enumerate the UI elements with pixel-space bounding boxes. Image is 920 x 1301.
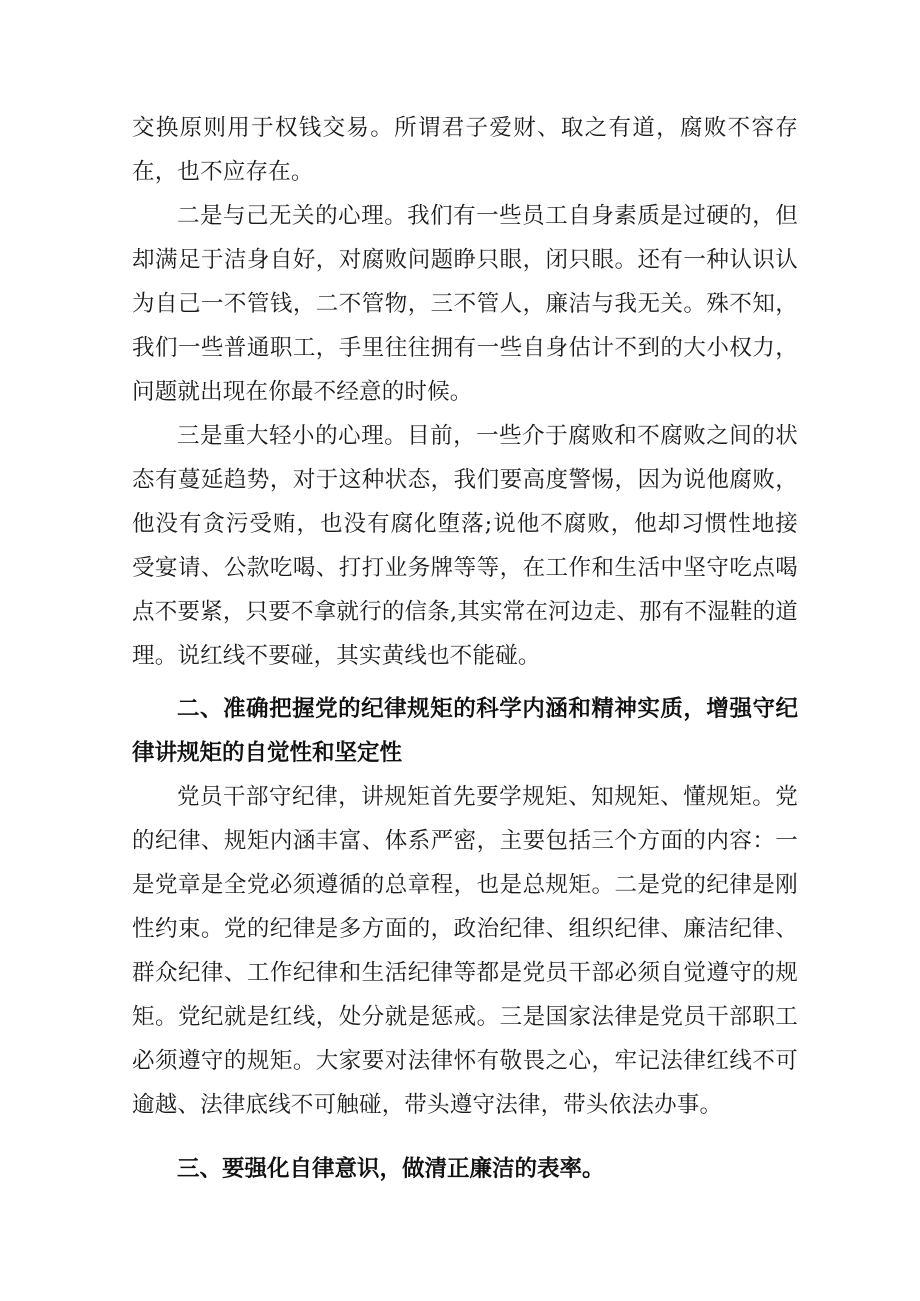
paragraph-unrelated-mentality: 二是与己无关的心理。我们有一些员工自身素质是过硬的，但却满足于洁身自好，对腐败问题睁只眼，闭只眼。还有一种认识认为自己一不管钱，二不管物，三不管人，廉洁与我无关。殊不知，我们一些普通职工，手里往往拥有一些自身估计不到的大小权力，问题就出现在你最不经意的时候。 (132, 203, 798, 405)
section-heading-2: 二、准确把握党的纪律规矩的科学内涵和精神实质，增强守纪律讲规矩的自觉性和坚定性 (132, 696, 798, 766)
paragraph-discipline-rules: 党员干部守纪律，讲规矩首先要学规矩、知规矩、懂规矩。党的纪律、规矩内涵丰富、体系严密，主要包括三个方面的内容：一是党章是全党必须遵循的总章程，也是总规矩。二是党的纪律是刚性约束。党的纪律是多方面的，政治纪律、组织纪律、廉洁纪律、群众纪律、工作纪律和生活纪律等都是党员干部必须自觉遵守的规矩。党纪就是红线，处分就是惩戒。三是国家法律是党员干部职工必须遵守的规矩。大家要对法律怀有敬畏之心，牢记法律红线不可逾越、法律底线不可触碰，带头遵守法律，带头依法办事。 (132, 784, 798, 1118)
paragraph-continuation: 交换原则用于权钱交易。所谓君子爱财、取之有道，腐败不容存在，也不应存在。 (132, 115, 798, 185)
section-heading-3: 三、要强化自律意识，做清正廉洁的表率。 (177, 1156, 605, 1182)
paragraph-minor-issues-mentality: 三是重大轻小的心理。目前，一些介于腐败和不腐败之间的状态有蔓延趋势，对于这种状态，我们要高度警惕，因为说他腐败，他没有贪污受贿，也没有腐化堕落;说他不腐败，他却习惯性地接受宴请、公款吃喝、打打业务牌等等，在工作和生活中坚守吃点喝点不要紧，只要不拿就行的信条,其实常在河边走、那有不湿鞋的道理。说红线不要碰，其实黄线也不能碰。 (132, 423, 798, 669)
document-body (132, 106, 798, 1191)
